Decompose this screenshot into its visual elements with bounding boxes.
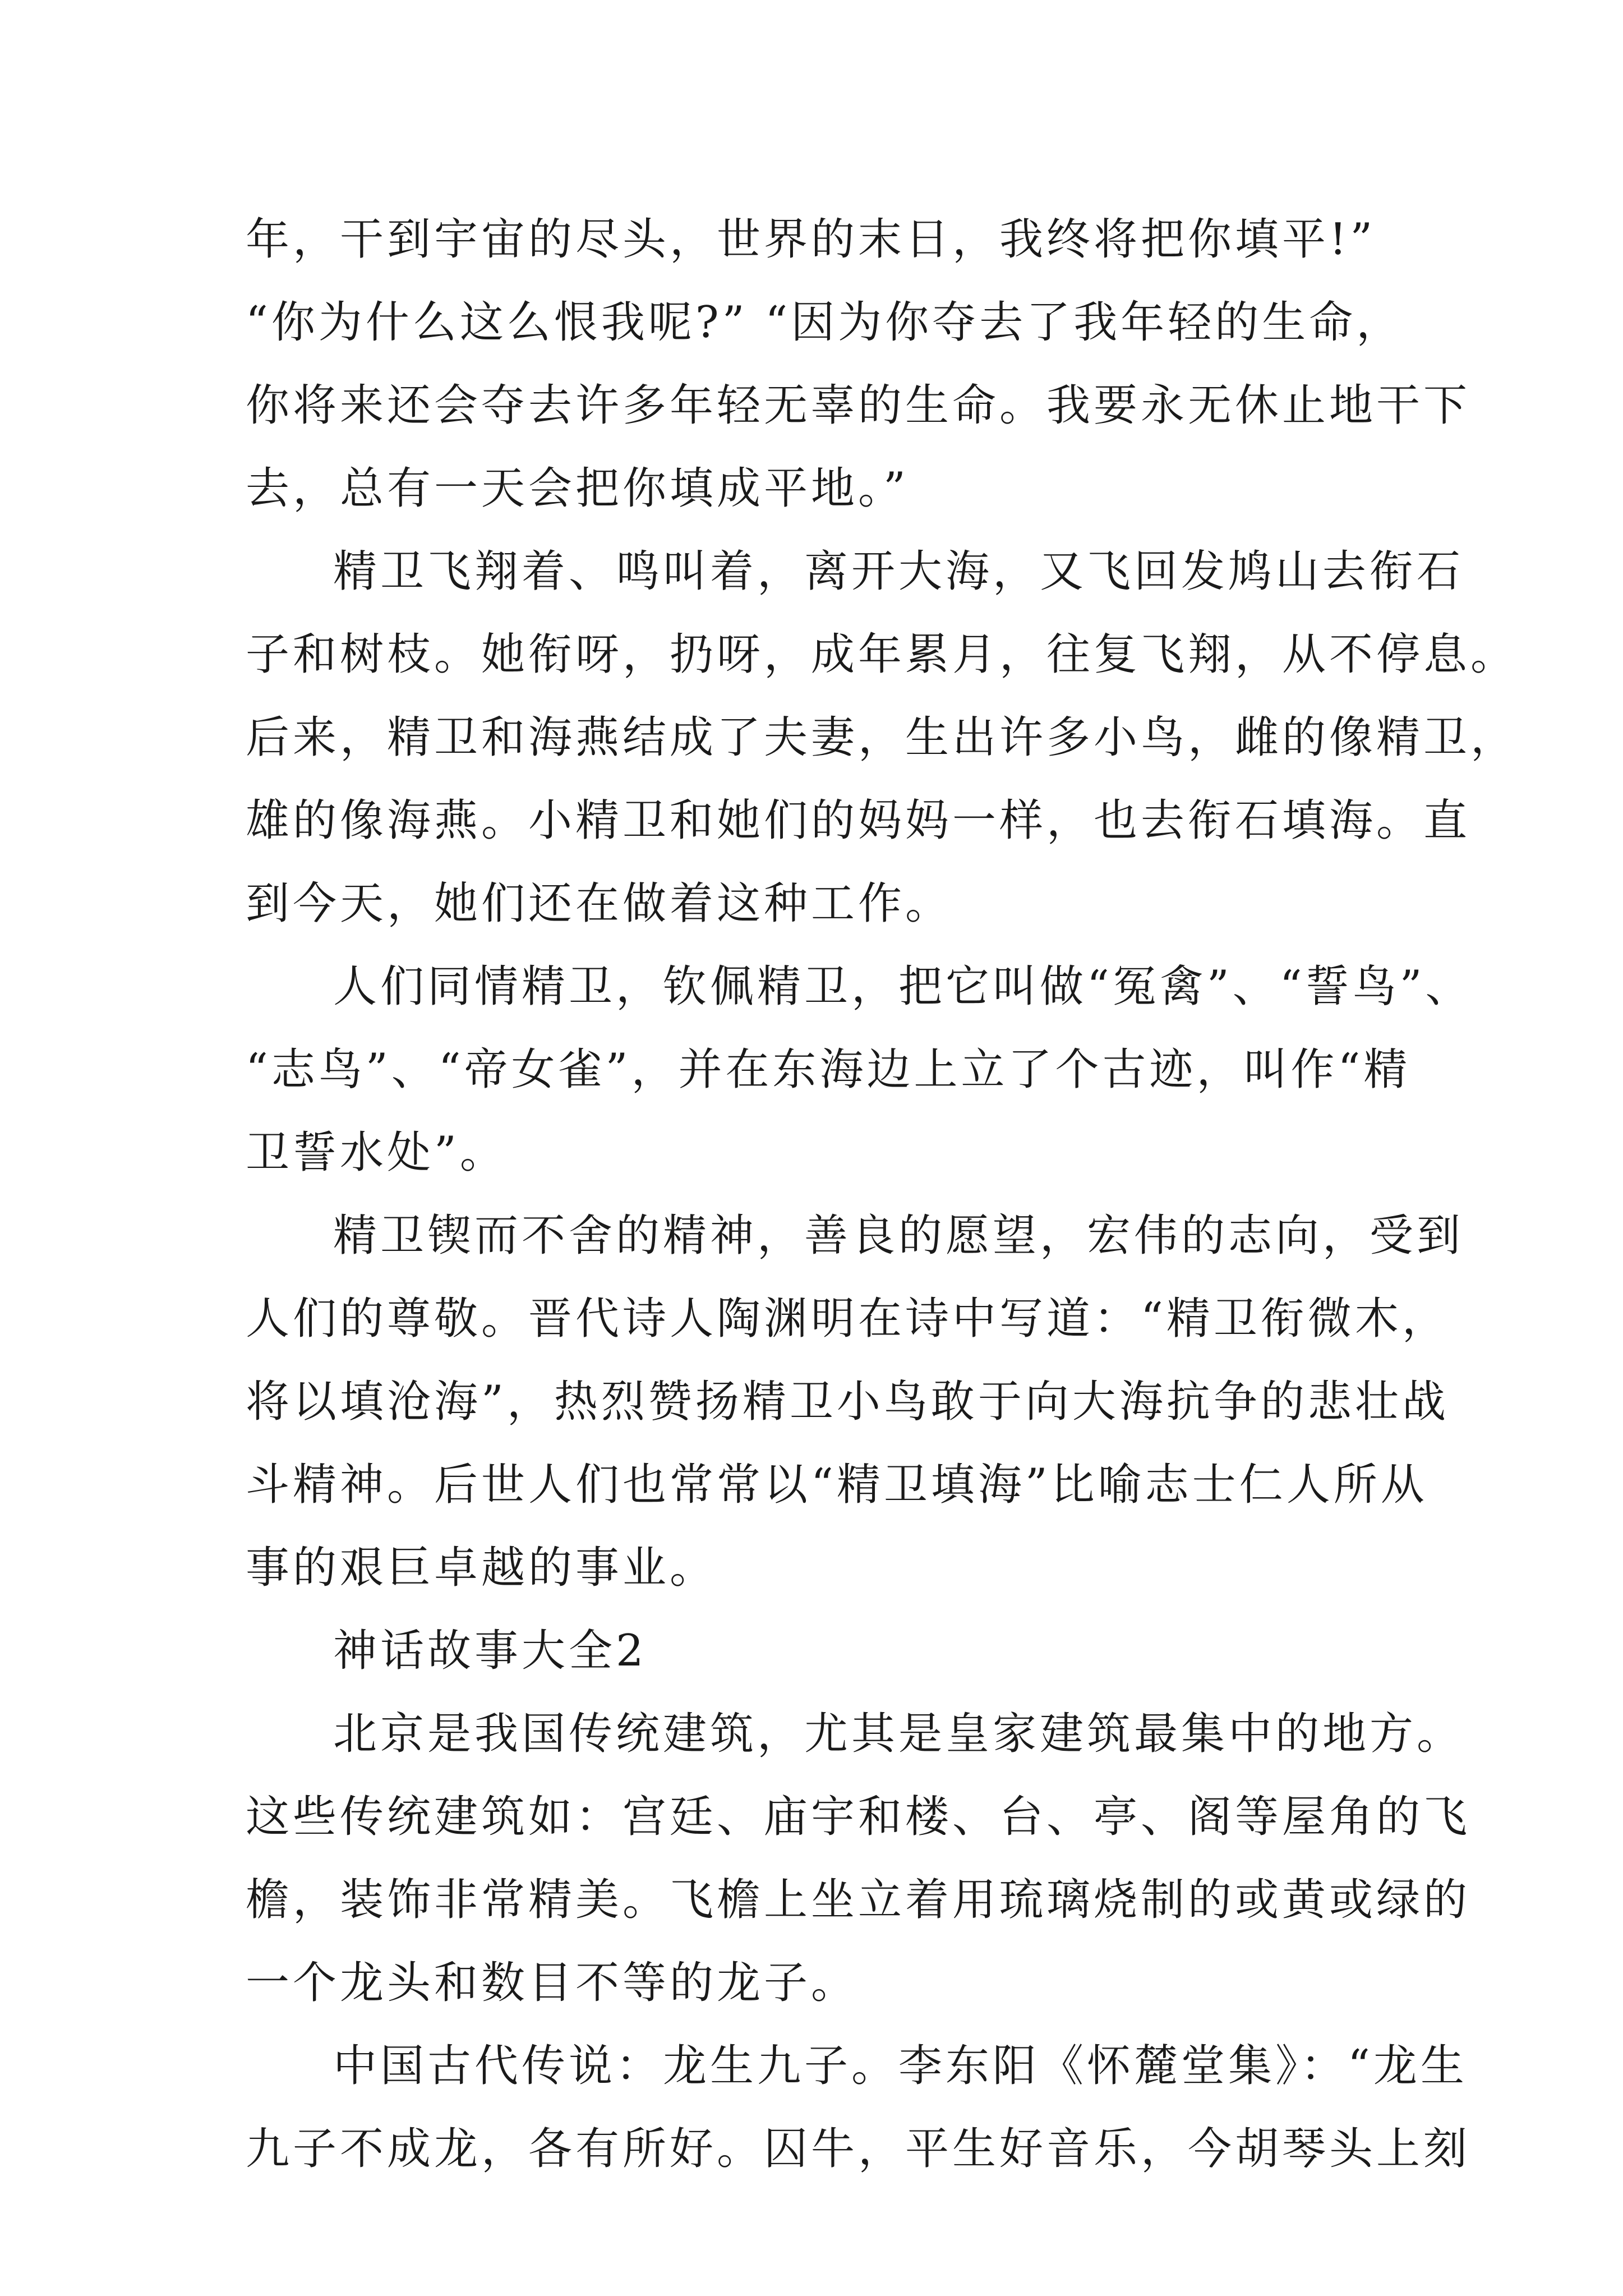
text-line: 中国古代传说：龙生九子。李东阳《怀麓堂集》：“龙生 [333, 2041, 1468, 2091]
text-line: 雄的像海燕。小精卫和她们的妈妈一样，也去衔石填海。直 [246, 795, 1471, 846]
text-line: 你将来还会夺去许多年轻无辜的生命。我要永无休止地干下 [246, 380, 1471, 431]
text-line: 神话故事大全2 [333, 1626, 647, 1676]
text-line: 这些传统建筑如：宫廷、庙宇和楼、台、亭、阁等屋角的飞 [246, 1792, 1471, 1842]
text-line: 事的艰巨卓越的事业。 [246, 1543, 717, 1593]
text-line: 一个龙头和数目不等的龙子。 [246, 1958, 859, 2008]
text-line: 子和树枝。她衔呀，扔呀，成年累月，往复飞翔，从不停息。 [246, 629, 1518, 680]
text-line: 人们的尊敬。晋代诗人陶渊明在诗中写道：“精卫衔微木， [246, 1294, 1449, 1344]
text-line: 将以填沧海”，热烈赞扬精卫小鸟敢于向大海抗争的悲壮战 [246, 1377, 1449, 1427]
text-line: “你为什么这么恨我呢?” “因为你夺去了我年轻的生命， [246, 297, 1404, 348]
text-line: 北京是我国传统建筑，尤其是皇家建筑最集中的地方。 [333, 1709, 1464, 1759]
text-line: 后来，精卫和海燕结成了夫妻，生出许多小鸟，雌的像精卫， [246, 712, 1518, 763]
text-line: “志鸟”、“帝女雀”，并在东海边上立了个古迹，叫作“精 [246, 1045, 1411, 1095]
body-text [246, 198, 1518, 2191]
text-line: 年，干到宇宙的尽头，世界的末日，我终将把你填平!” [246, 214, 1376, 265]
text-line: 斗精神。后世人们也常常以“精卫填海”比喻志士仁人所从 [246, 1460, 1428, 1510]
text-line: 卫誓水处”。 [246, 1128, 507, 1178]
text-line: 檐，装饰非常精美。飞檐上坐立着用琉璃烧制的或黄或绿的 [246, 1875, 1471, 1925]
text-line: 到今天，她们还在做着这种工作。 [246, 878, 953, 929]
text-line: 九子不成龙，各有所好。囚牛，平生好音乐，今胡琴头上刻 [246, 2124, 1471, 2174]
text-line: 精卫锲而不舍的精神，善良的愿望，宏伟的志向，受到 [333, 1211, 1464, 1261]
text-line: 人们同情精卫，钦佩精卫，把它叫做“冤禽”、“誓鸟”、 [333, 961, 1473, 1012]
text-line: 精卫飞翔着、鸣叫着，离开大海，又飞回发鸠山去衔石 [333, 546, 1464, 597]
text-line: 去，总有一天会把你填成平地。” [246, 463, 909, 514]
